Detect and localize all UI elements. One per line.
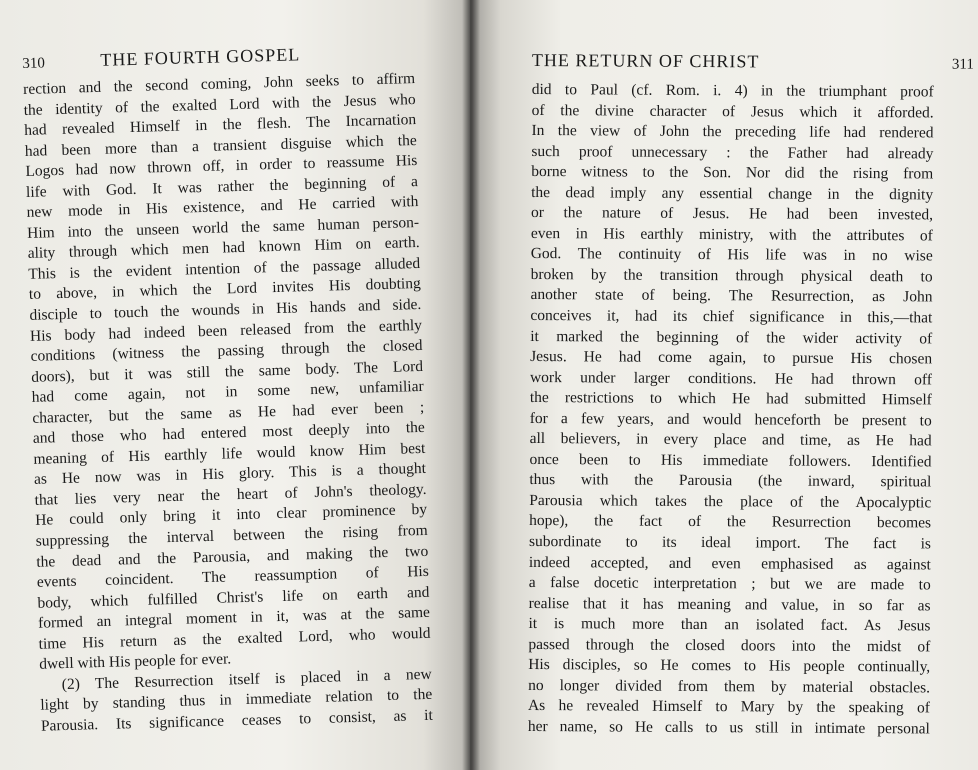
text-line: to above, in which the Lord invites His doubting bbox=[28, 275, 421, 304]
text-line: the restrictions to which He had submitted Himself bbox=[529, 389, 932, 409]
left-page bbox=[0, 0, 470, 770]
text-line: had come again, not in some new, unfamiliar bbox=[31, 378, 424, 407]
text-line: it is much more than an isolated fact. As Jesus bbox=[528, 615, 931, 635]
text-line: and those who had entered most deeply into the bbox=[32, 419, 425, 448]
text-line: Parousia which takes the place of the Apocalyptic bbox=[529, 491, 932, 512]
text-line: another state of being. The Resurrection, as John bbox=[530, 286, 933, 306]
text-line: Him into the unseen world the same human person- bbox=[26, 213, 420, 242]
text-line: meaning of His earthly life would know Him best bbox=[33, 439, 426, 468]
right-text-block bbox=[527, 48, 974, 740]
text-line: a false docetic interpretation ; but we are made to bbox=[528, 574, 931, 594]
text-line: hope), the fact of the Resurrection becomes bbox=[529, 512, 932, 532]
right-page bbox=[470, 0, 978, 770]
text-line: suppressing the interval between the rising from bbox=[35, 521, 428, 550]
text-line: conceives it, had its chief significance in this,—that bbox=[530, 307, 933, 327]
text-line: that lies very near the heart of John's theology. bbox=[34, 480, 427, 509]
text-line: had been more than a transient disguise which the bbox=[24, 131, 417, 160]
text-line: or the nature of Jesus. He had been invested, bbox=[530, 204, 934, 224]
text-line: such proof unnecessary : the Father had already bbox=[531, 142, 934, 163]
text-line: body, which fulfilled Christ's life on earth and bbox=[37, 583, 430, 612]
text-line: passed through the closed doors into the midst of bbox=[528, 635, 931, 656]
text-line: no longer divided from them by material obstacles. bbox=[528, 676, 931, 697]
text-line: light by standing thus in immediate relation to the bbox=[40, 686, 433, 715]
text-line: character, but the same as He had ever been ; bbox=[32, 398, 425, 427]
text-line: thus with the Parousia (the inward, spiritual bbox=[529, 471, 932, 491]
text-line: rection and the second coming, John seeks to affirm bbox=[22, 70, 416, 98]
left-text-block bbox=[22, 37, 433, 737]
text-line: borne witness to the Son. Nor did the rising from bbox=[531, 163, 934, 183]
text-line: as He now was in His glory. This is a thought bbox=[33, 460, 427, 489]
text-line: God. The continuity of His life was in no wise bbox=[530, 245, 933, 265]
text-line: ality through which men had known Him on earth. bbox=[27, 234, 420, 263]
text-line: did to Paul (cf. Rom. i. 4) in the triumphant proof bbox=[531, 80, 934, 101]
book-gutter-shadow bbox=[462, 0, 480, 770]
text-line: realise that it has meaning and value, in so far as bbox=[528, 594, 931, 615]
text-line: the identity of the exalted Lord with the Jesus who bbox=[23, 90, 416, 119]
right-page-body bbox=[528, 80, 934, 740]
text-line: conditions (witness the passing through the closed bbox=[30, 337, 423, 365]
left-page-body bbox=[23, 69, 433, 737]
text-line: life with God. It was rather the beginning of a bbox=[25, 172, 419, 201]
right-running-header bbox=[531, 48, 974, 80]
text-line: This is the evident intention of the passage alluded bbox=[28, 254, 421, 283]
left-running-head: THE FOURTH GOSPEL bbox=[100, 44, 301, 70]
right-running-head: THE RETURN OF CHRIST bbox=[531, 49, 760, 72]
text-line: dwell with His people for ever. bbox=[38, 650, 232, 674]
right-page-number: 311 bbox=[951, 56, 974, 73]
text-line: disciple to touch the wounds in His hands and side. bbox=[29, 295, 422, 324]
text-line: As he revealed Himself to Mary by the speaking of bbox=[527, 697, 931, 717]
text-line: for a few years, and would henceforth be present to bbox=[529, 409, 932, 430]
text-line: her name, so He calls to us still in intimate personal bbox=[527, 717, 930, 738]
text-line: it marked the beginning of the wider activity of bbox=[530, 327, 933, 348]
text-line: the dead and the Parousia, and making the two bbox=[36, 542, 429, 571]
text-line: broken by the transition through physical death to bbox=[530, 265, 933, 286]
text-line: time His return as the exalted Lord, who would bbox=[38, 624, 431, 653]
text-line: He could only bring it into clear prominence by bbox=[34, 501, 428, 530]
text-line: subordinate to its ideal import. The fact is bbox=[528, 533, 932, 553]
text-line: Logos had now thrown off, in order to reassume His bbox=[25, 152, 418, 181]
text-line: His disciples, so He comes to His people continually, bbox=[528, 656, 931, 676]
left-page-number: 310 bbox=[22, 55, 46, 72]
text-line: events coincident. The reassumption of His bbox=[36, 562, 430, 591]
text-line: doors), but it was still the same body. The Lord bbox=[30, 357, 424, 386]
text-line: Parousia. Its significance ceases to consist, as it bbox=[40, 706, 434, 735]
text-line: of the divine character of Jesus which it afforded. bbox=[531, 101, 934, 122]
text-line: His body had indeed been released from the earthly bbox=[29, 316, 423, 345]
text-line: formed an integral moment in it, was at the same bbox=[37, 604, 431, 632]
text-line: once been to His immediate followers. Identified bbox=[529, 450, 932, 471]
text-line: had revealed Himself in the flesh. The Incarnation bbox=[24, 111, 417, 140]
text-line: indeed accepted, and even emphasised as against bbox=[528, 553, 931, 574]
text-line: new mode in His existence, and He carried with bbox=[26, 193, 419, 222]
text-line: all believers, in every place and time, as He had bbox=[529, 430, 932, 450]
text-line: Jesus. He had come again, to pursue His chosen bbox=[530, 348, 933, 368]
text-line: the dead imply any essential change in the dignity bbox=[531, 183, 934, 204]
text-line: work under larger conditions. He had thrown off bbox=[529, 368, 933, 389]
text-line: (2) The Resurrection itself is placed in a new bbox=[61, 665, 432, 693]
text-line: In the view of John the preceding life had rendered bbox=[531, 122, 934, 142]
text-line: even in His earthly ministry, with the attributes of bbox=[530, 224, 933, 245]
